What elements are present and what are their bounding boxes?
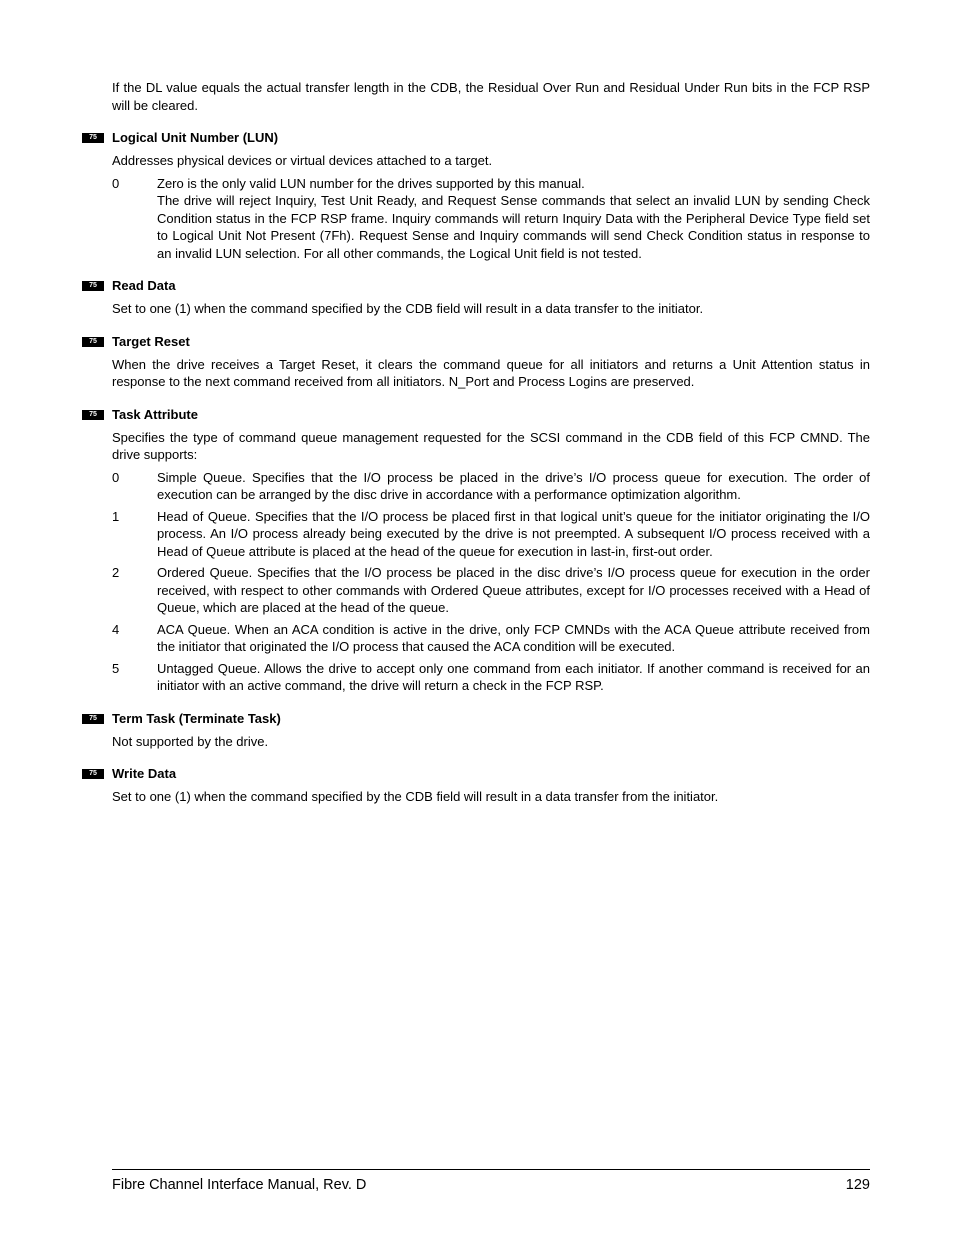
item-text-continued: The drive will reject Inquiry, Test Unit Ready, and Request Sense commands that select an invalid LUN by sending Check Condition status in the FCP RSP frame. Inquiry commands will return Inquiry Data with the Peripheral Device Type field set to Logical Unit Not Present (7Fh). Request Sense and Inquiry commands will send Check Condition status in response to an invalid LUN selection. For all other commands, the Logical Unit field is not tested. [157, 193, 870, 261]
list-item [112, 660, 870, 695]
heading-text: Target Reset [112, 333, 190, 349]
heading-text: Term Task (Terminate Task) [112, 710, 281, 726]
section-heading [89, 333, 870, 350]
revision-badge: 75 [82, 410, 104, 420]
intro-paragraph: If the DL value equals the actual transfer length in the CDB, the Residual Over Run and Residual Under Run bits in the FCP RSP will be cleared. [112, 80, 870, 113]
item-text: Ordered Queue. Specifies that the I/O process be placed in the disc drive’s I/O process queue for execution in the order received, with respect to other commands with Ordered Queue attributes, except for I/O processes received with a Head of Queue, which are placed at the head of the queue. [157, 565, 870, 615]
section-write-data [89, 765, 870, 806]
page-footer [112, 1169, 870, 1193]
list-item [112, 469, 870, 504]
list-item [112, 508, 870, 561]
item-number: 1 [112, 508, 120, 524]
value-list [112, 469, 870, 695]
revision-badge: 75 [82, 337, 104, 347]
revision-badge: 75 [82, 714, 104, 724]
item-text: ACA Queue. When an ACA condition is active in the drive, only FCP CMNDs with the ACA Queue attribute received from the initiator that originated the I/O process that caused the ACA condition will be executed. [157, 621, 870, 654]
page-content [89, 79, 870, 821]
list-item [112, 175, 870, 263]
revision-badge: 75 [82, 281, 104, 291]
page-number: 129 [845, 1177, 870, 1193]
section-heading [89, 406, 870, 423]
item-text-block [157, 175, 870, 263]
list-item [112, 564, 870, 617]
section-read-data [89, 277, 870, 318]
revision-badge: 75 [82, 769, 104, 779]
section-heading [89, 277, 870, 294]
list-item [112, 621, 870, 656]
item-text: Untagged Queue. Allows the drive to accept only one command from each initiator. If another command is received for an initiator with an active command, the drive will return a check in the FCP RSP. [157, 660, 870, 693]
item-number: 0 [112, 175, 120, 191]
section-body: When the drive receives a Target Reset, it clears the command queue for all initiators and returns a Unit Attention status in response to the next command received from all initiators. N_Port and Process Logins are preserved. [112, 356, 870, 389]
item-number: 5 [112, 660, 120, 676]
heading-text: Read Data [112, 278, 176, 293]
section-term-task [89, 710, 870, 751]
footer-title: Fibre Channel Interface Manual, Rev. D [112, 1177, 367, 1193]
section-body: Set to one (1) when the command specified by the CDB field will result in a data transfer to the initiator. [112, 301, 704, 316]
section-heading [89, 129, 870, 146]
heading-text: Write Data [112, 766, 177, 781]
item-text: Zero is the only valid LUN number for the drives supported by this manual. [157, 175, 585, 191]
item-text: Head of Queue. Specifies that the I/O process be placed first in that logical unit’s queue for the initiator originating the I/O process. An I/O process already being executed by the drive is not preempted. A subsequent I/O process received with a Head of Queue attribute is placed at the head of the queue for execution in last-in, first-out order. [157, 508, 870, 559]
heading-text: Logical Unit Number (LUN) [112, 130, 279, 145]
item-number: 0 [112, 469, 120, 485]
item-text: Simple Queue. Specifies that the I/O process be placed in the drive’s I/O process queue for execution. The order of execution can be arranged by the disc drive in accordance with a performance optimization algorithm. [157, 469, 870, 502]
section-heading [89, 710, 870, 727]
revision-badge: 75 [82, 133, 104, 143]
item-number: 4 [112, 621, 120, 637]
section-task-attribute [89, 406, 870, 695]
item-number: 2 [112, 565, 120, 580]
value-list [112, 175, 870, 263]
section-body: Not supported by the drive. [112, 733, 269, 749]
section-intro: Specifies the type of command queue management requested for the SCSI command in the CDB field of this FCP CMND. The drive supports: [112, 429, 870, 462]
section-target-reset [89, 333, 870, 391]
section-body: Set to one (1) when the command specified by the CDB field will result in a data transfer from the initiator. [112, 789, 719, 804]
section-heading [89, 765, 870, 782]
heading-text: Task Attribute [112, 406, 198, 422]
section-intro: Addresses physical devices or virtual devices attached to a target. [112, 153, 493, 168]
section-lun [89, 129, 870, 262]
